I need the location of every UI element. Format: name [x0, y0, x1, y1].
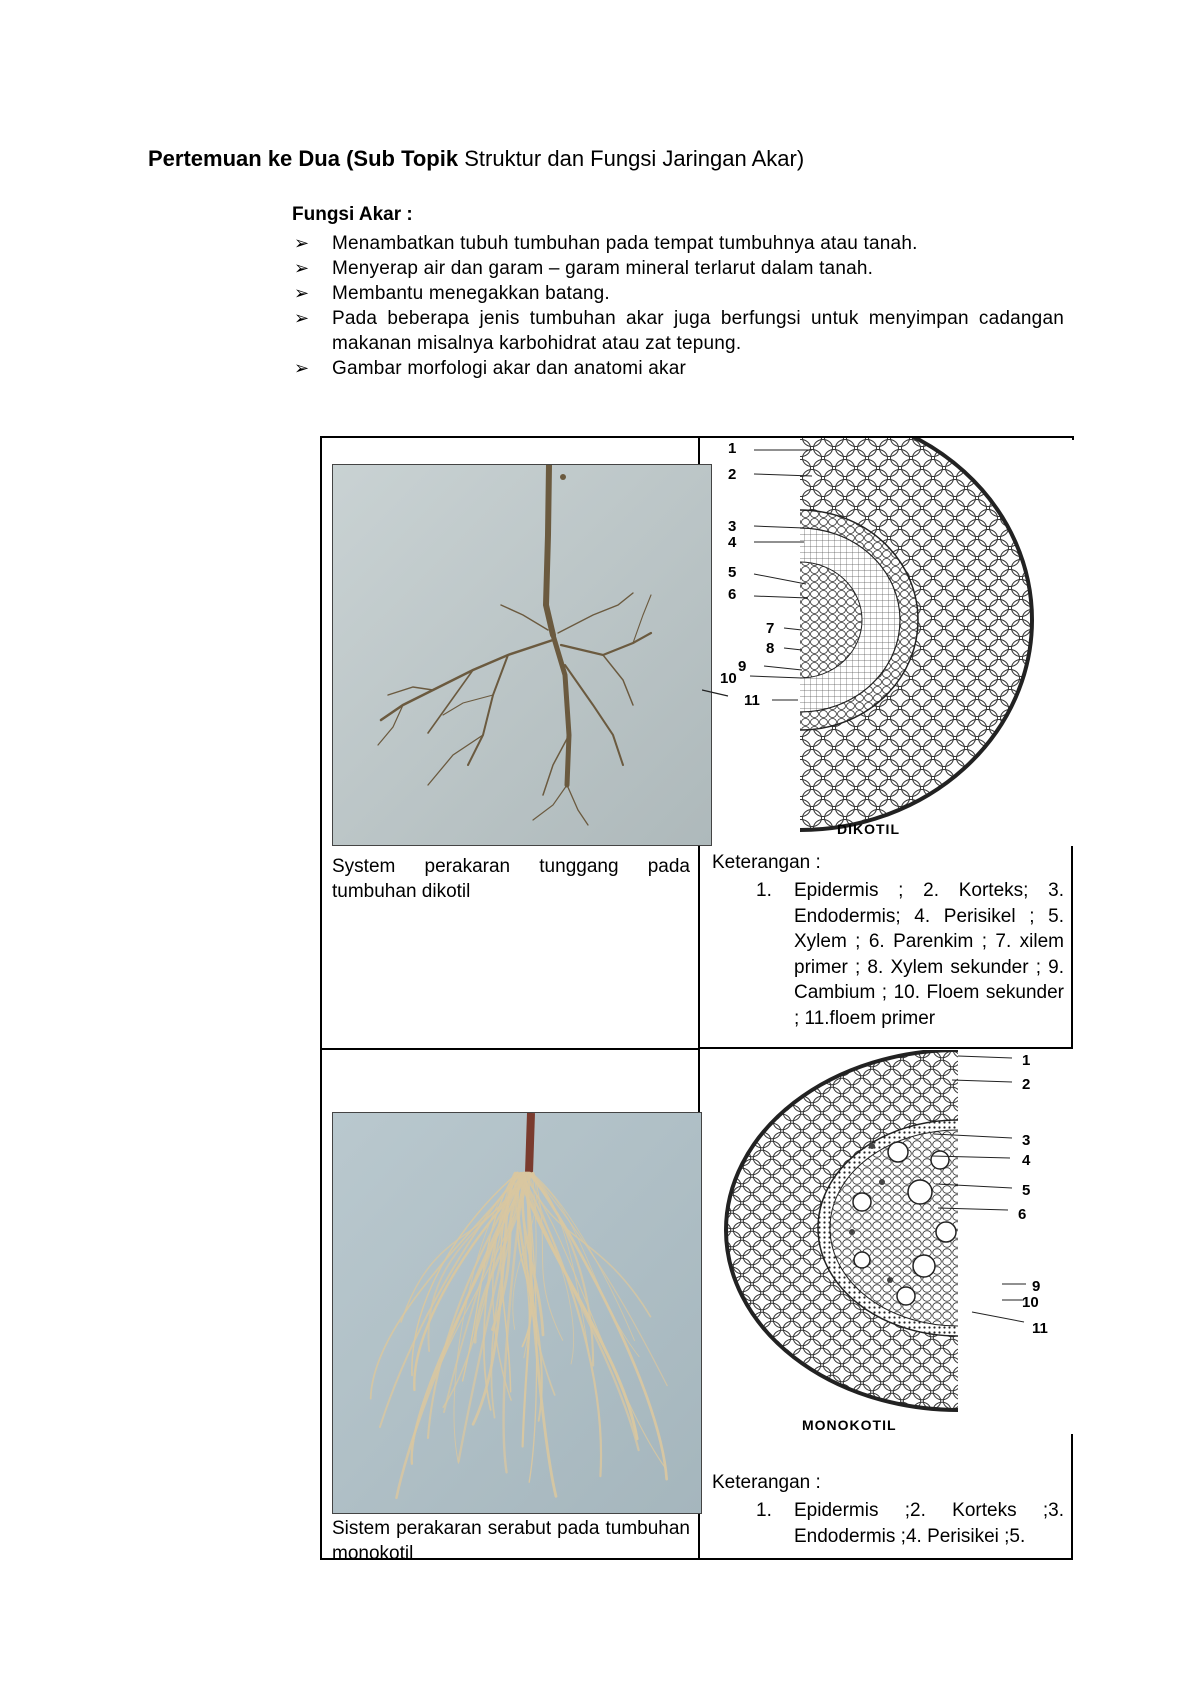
- list-item: ➢ Pada beberapa jenis tumbuhan akar juga berfungsi untuk menyimpan cadangan makanan misalnya karbohidrat atau zat tepung.: [294, 308, 1064, 354]
- diagram-label-6: 6: [728, 586, 737, 603]
- diagram-label-11: 11: [1032, 1320, 1048, 1337]
- monocot-root-cross-section: [702, 1050, 1070, 1434]
- diagram-label-11: 11: [744, 692, 760, 709]
- arrow-bullet-icon: ➢: [294, 358, 310, 378]
- heading-normal: Struktur dan Fungsi Jaringan Akar): [458, 146, 805, 171]
- diagram-label-3: 3: [728, 518, 737, 535]
- diagram-label-4: 4: [1022, 1152, 1031, 1169]
- arrow-bullet-icon: ➢: [294, 233, 310, 253]
- list-item: ➢ Menyerap air dan garam – garam mineral terlarut dalam tanah.: [294, 258, 874, 279]
- diagram-label-1: 1: [728, 440, 737, 457]
- fungsi-akar-list: [292, 231, 1064, 381]
- heading-bold: Pertemuan ke Dua (Sub Topik: [148, 146, 459, 171]
- diagram-label-4: 4: [728, 534, 737, 551]
- list-item: ➢ Membantu menegakkan batang.: [294, 283, 610, 304]
- fibrous-root-photo: [332, 1112, 702, 1514]
- diagram-label-1: 1: [1022, 1052, 1031, 1069]
- arrow-bullet-icon: ➢: [294, 258, 310, 278]
- keterangan-list: [756, 1498, 1064, 1549]
- diagram-title-monokotil: MONOKOTIL: [802, 1417, 897, 1433]
- fungsi-akar-title: Fungsi Akar :: [292, 204, 413, 225]
- arrow-bullet-icon: ➢: [294, 283, 310, 303]
- keterangan-heading: Keterangan :: [712, 852, 821, 873]
- diagram-label-9: 9: [738, 658, 747, 675]
- page-heading: [148, 146, 804, 172]
- diagram-label-5: 5: [1022, 1182, 1031, 1199]
- diagram-label-9: 9: [1032, 1278, 1041, 1295]
- list-item: ➢ Menambatkan tubuh tumbuhan pada tempat tumbuhnya atau tanah.: [294, 233, 918, 254]
- diagram-label-6: 6: [1018, 1206, 1027, 1223]
- caption-tap-root: System perakaran tunggang pada tumbuhan dikotil: [332, 856, 690, 902]
- diagram-label-10: 10: [1022, 1294, 1039, 1311]
- diagram-label-2: 2: [1022, 1076, 1031, 1093]
- figure-table: [320, 436, 1073, 1564]
- list-item: 1. Epidermis ; 2. Korteks; 3. Endodermis; 4. Perisikel ; 5. Xylem ; 6. Parenkim ; 7. xilem primer ; 8. Xylem sekunder ; 9. Cambium ; 10. Floem sekunder ; 11.floem primer: [756, 880, 1064, 1029]
- diagram-label-10: 10: [720, 670, 737, 687]
- diagram-label-8: 8: [766, 640, 775, 657]
- diagram-label-5: 5: [728, 564, 737, 581]
- tap-root-photo: [332, 464, 712, 846]
- caption-fibrous-root: Sistem perakaran serabut pada tumbuhan monokotil: [332, 1518, 690, 1564]
- diagram-label-3: 3: [1022, 1132, 1031, 1149]
- keterangan-heading: Keterangan :: [712, 1472, 821, 1493]
- list-item: 1. Epidermis ;2. Korteks ;3. Endodermis ;4. Perisikei ;5.: [756, 1500, 1064, 1547]
- keterangan-list: [756, 878, 1064, 1031]
- list-item: ➢ Gambar morfologi akar dan anatomi akar: [294, 358, 686, 379]
- diagram-label-7: 7: [766, 620, 775, 637]
- arrow-bullet-icon: ➢: [294, 308, 310, 328]
- diagram-title-dikotil: DIKOTIL: [837, 821, 900, 837]
- diagram-label-2: 2: [728, 466, 737, 483]
- dicot-root-cross-section: [702, 438, 1070, 846]
